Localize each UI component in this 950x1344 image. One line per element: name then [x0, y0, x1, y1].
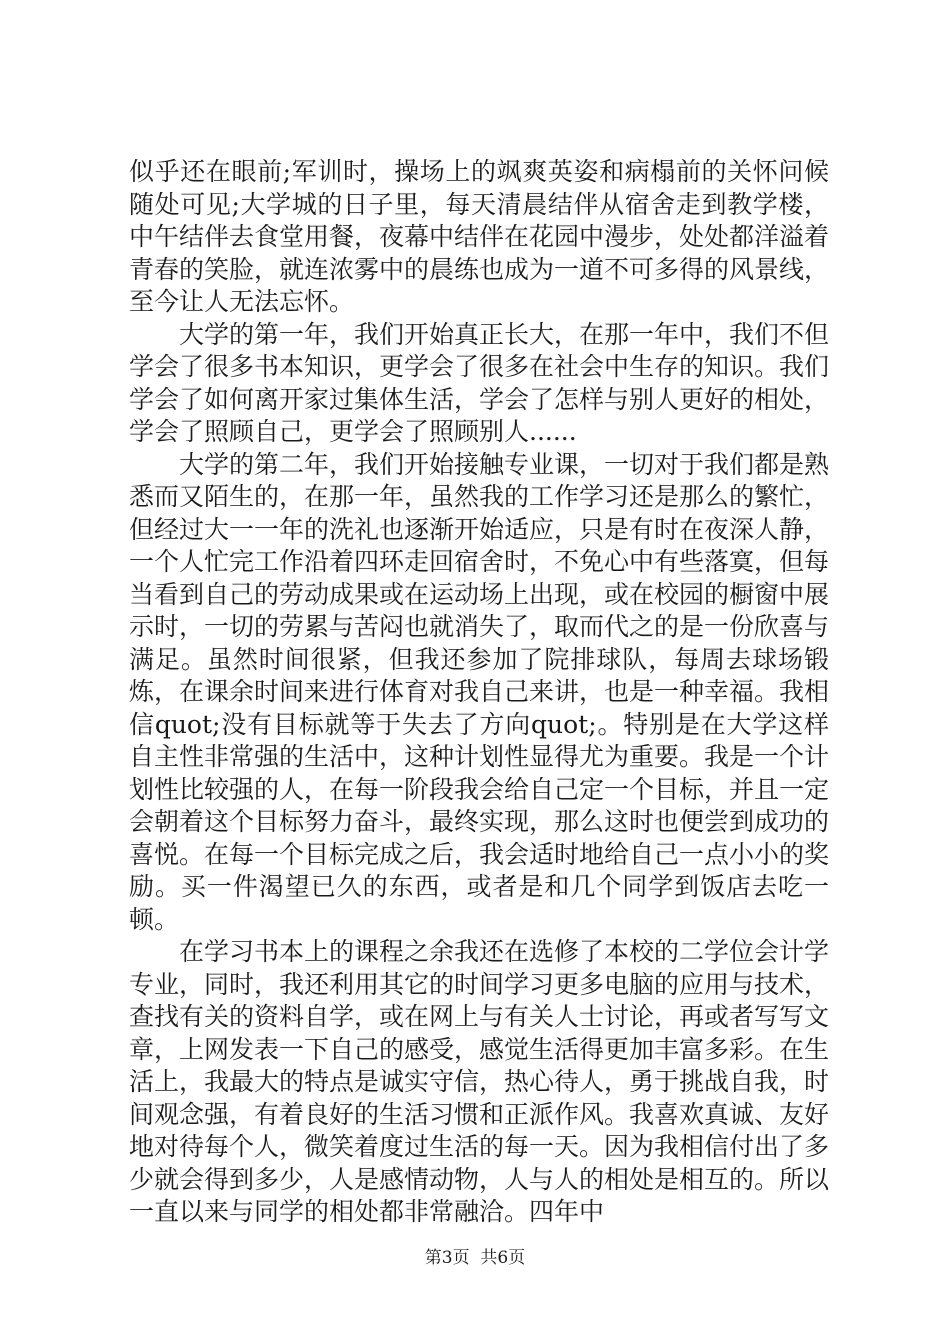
page-number-footer: 第3页 共6页: [424, 1248, 526, 1268]
document-body: [129, 156, 829, 1229]
paragraph-continued: 似乎还在眼前;军训时，操场上的飒爽英姿和病榻前的关怀问候随处可见;大学城的日子里，每天清晨结伴从宿舍走到教学楼，中午结伴去食堂用餐，夜幕中结伴在花园中漫步，处处都洋溢着青春的笑脸，就连浓雾中的晨练也成为一道不可多得的风景线，至今让人无法忘怀。: [129, 157, 830, 316]
paragraph-second-year: 大学的第二年，我们开始接触专业课，一切对于我们都是熟悉而又陌生的，在那一年，虽然我的工作学习还是那么的繁忙，但经过大一一年的洗礼也逐渐开始适应，只是有时在夜深人静，一个人忙完工作沿着四环走回宿舍时，不免心中有些落寞，但每当看到自己的劳动成果或在运动场上出现，或在校园的橱窗中展示时，一切的劳累与苦闷也就消失了，取而代之的是一份欣喜与满足。虽然时间很紧，但我还参加了院排球队，每周去球场锻炼，在课余时间来进行体育对我自己来讲，也是一种幸福。我相信quot;没有目标就等于失去了方向quot;。特别是在大学这样自主性非常强的生活中，这种计划性显得尤为重要。我是一个计划性比较强的人，在每一阶段我会给自己定一个目标，并且一定会朝着这个目标努力奋斗，最终实现，那么这时也便尝到成功的喜悦。在每一个目标完成之后，我会适时地给自己一点小小的奖励。买一件渴望已久的东西，或者是和几个同学到饭店去吃一顿。: [129, 449, 830, 934]
paragraph-studies-and-life: 在学习书本上的课程之余我还在选修了本校的二学位会计学专业，同时，我还利用其它的时间学习更多电脑的应用与技术，查找有关的资料自学，或在网上与有关人士讨论，再或者写写文章，上网发表一下自己的感受，感觉生活得更加丰富多彩。在生活上，我最大的特点是诚实守信，热心待人，勇于挑战自我，时间观念强，有着良好的生活习惯和正派作风。我喜欢真诚、友好地对待每个人，微笑着度过生活的每一天。因为我相信付出了多少就会得到多少，人是感情动物，人与人的相处是相互的。所以一直以来与同学的相处都非常融洽。四年中: [129, 937, 830, 1226]
paragraph-first-year: 大学的第一年，我们开始真正长大，在那一年中，我们不但学会了很多书本知识，更学会了很多在社会中生存的知识。我们学会了如何离开家过集体生活，学会了怎样与别人更好的相处，学会了照顾自己，更学会了照顾别人......: [129, 319, 830, 446]
